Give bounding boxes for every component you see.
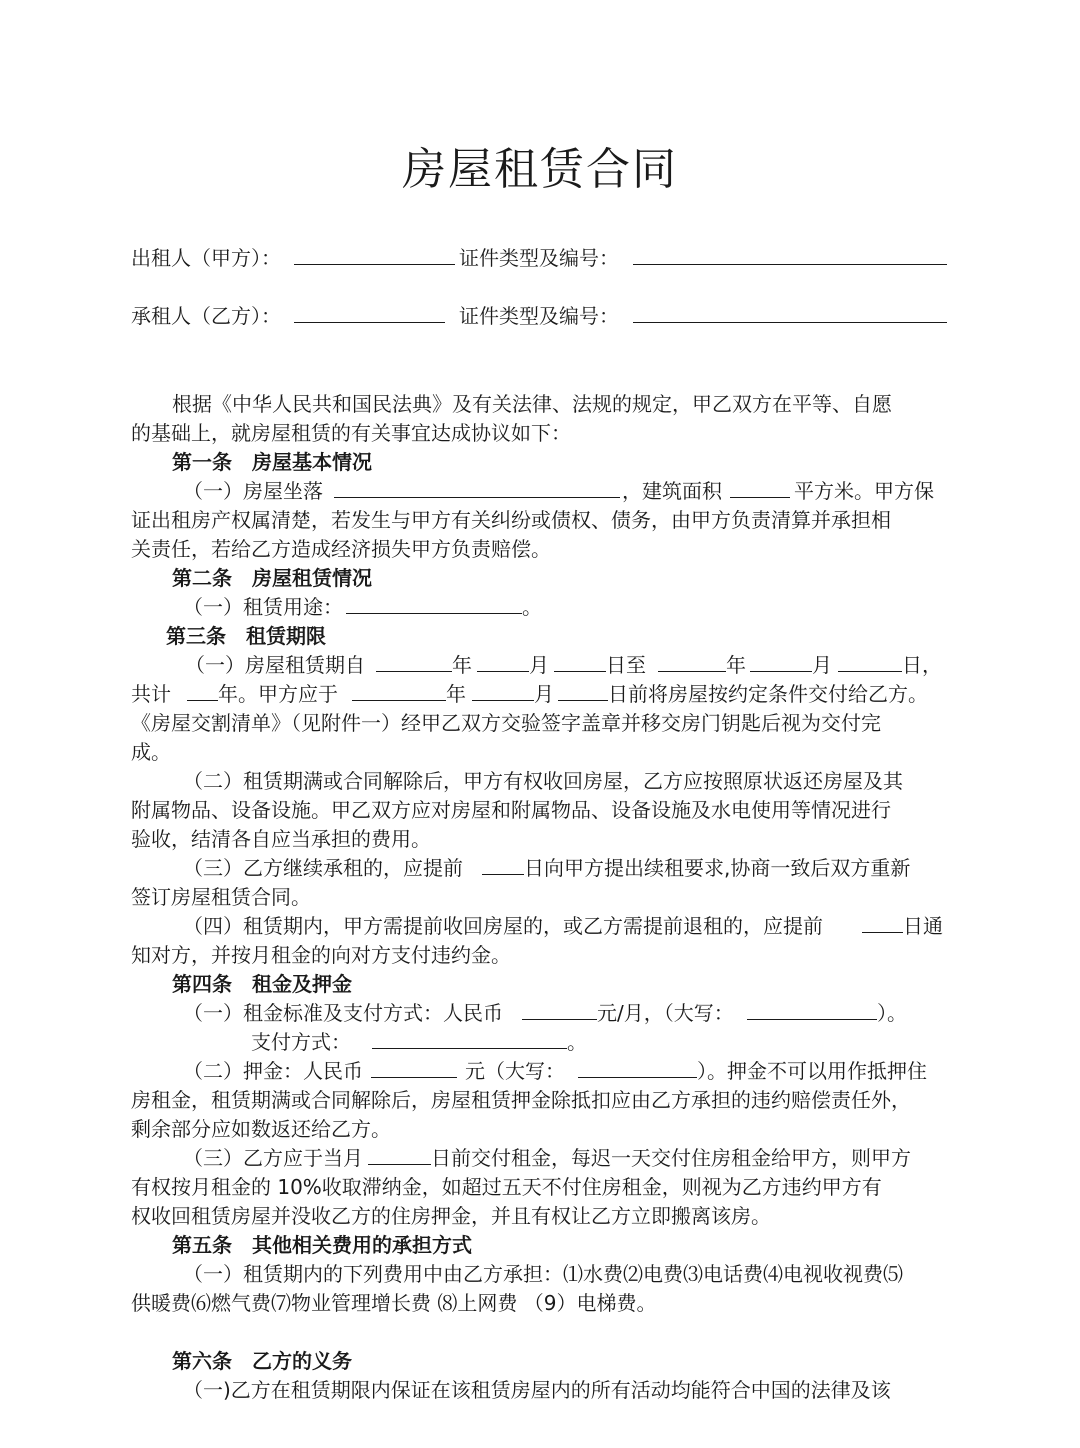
- fill-in-blank[interactable]: [578, 1056, 697, 1078]
- clause-text: 元/月，（大写：: [597, 1001, 734, 1025]
- contract-line: [0, 389, 1080, 419]
- clause-text: 支付方式：: [251, 1030, 351, 1054]
- clause-text: ）。: [877, 1001, 907, 1025]
- clause-text: 日前交付租金，每迟一天交付住房租金给甲方，则甲方: [431, 1146, 911, 1170]
- contract-line: [0, 1114, 1080, 1144]
- clause-text: 日，: [902, 653, 942, 677]
- clause-text: （三）乙方继续承租的，应提前: [183, 856, 463, 880]
- lessee-name-blank[interactable]: [294, 301, 445, 323]
- contract-line: [0, 882, 1080, 912]
- clause-text: 月: [812, 653, 832, 677]
- clause-text: 日向甲方提出续租要求,协商一致后双方重新: [524, 856, 911, 880]
- fill-in-blank[interactable]: [482, 853, 524, 875]
- section-heading: 第二条 房屋租赁情况: [172, 566, 372, 590]
- fill-in-blank[interactable]: [658, 650, 726, 672]
- clause-text: 权收回租赁房屋并没收乙方的住房押金，并且有权让乙方立即搬离该房。: [131, 1204, 771, 1228]
- clause-text: 知对方，并按月租金的向对方支付违约金。: [131, 943, 511, 967]
- clause-text: 成。: [131, 740, 171, 764]
- fill-in-blank[interactable]: [187, 679, 218, 701]
- contract-line: [0, 621, 1080, 651]
- clause-text: 的基础上，就房屋租赁的有关事宜达成协议如下：: [131, 421, 571, 445]
- clause-text: ）。押金不可以用作抵押住: [697, 1059, 927, 1083]
- contract-line: [0, 969, 1080, 999]
- clause-text: 根据《中华人民共和国民法典》及有关法律、法规的规定，甲乙双方在平等、自愿: [172, 392, 892, 416]
- clause-text: ，建筑面积: [622, 479, 722, 503]
- contract-line: [0, 766, 1080, 796]
- lessee-label: 承租人（乙方）：: [131, 304, 281, 328]
- clause-text: 。: [522, 595, 542, 619]
- clause-text: 供暖费⑹燃气费⑺物业管理增长费 ⑻上网费 （9）电梯费。: [131, 1291, 657, 1315]
- clause-text: 《房屋交割清单》（见附件一）经甲乙双方交验签字盖章并移交房门钥匙后视为交付完: [131, 711, 881, 735]
- clause-text: 月: [529, 653, 549, 677]
- contract-line: [0, 1346, 1080, 1376]
- fill-in-blank[interactable]: [522, 998, 597, 1020]
- contract-line: [0, 708, 1080, 738]
- clause-text: 日前将房屋按约定条件交付给乙方。: [608, 682, 928, 706]
- contract-line: [0, 795, 1080, 825]
- section-heading: 第五条 其他相关费用的承担方式: [172, 1233, 472, 1257]
- contract-line: [0, 1230, 1080, 1260]
- lessor-label: 出租人（甲方）：: [131, 246, 281, 270]
- clause-text: 关责任，若给乙方造成经济损失甲方负责赔偿。: [131, 537, 551, 561]
- clause-text: 验收，结清各自应当承担的费用。: [131, 827, 431, 851]
- contract-line: [0, 563, 1080, 593]
- page-title: 房屋租赁合同: [402, 144, 678, 195]
- clause-text: （二）押金：人民币: [183, 1059, 363, 1083]
- fill-in-blank[interactable]: [730, 476, 790, 498]
- clause-text: 平方米。甲方保: [794, 479, 934, 503]
- fill-in-blank[interactable]: [346, 592, 522, 614]
- clause-text: （一）租金标准及支付方式：人民币: [183, 1001, 503, 1025]
- contract-line: [0, 534, 1080, 564]
- clause-text: 年。甲方应于: [218, 682, 338, 706]
- clause-text: （三）乙方应于当月: [183, 1146, 363, 1170]
- contract-line: [0, 940, 1080, 970]
- fill-in-blank[interactable]: [558, 679, 608, 701]
- fill-in-blank[interactable]: [352, 679, 446, 701]
- contract-line: [0, 1056, 1080, 1086]
- lessee-row: [0, 301, 1080, 331]
- fill-in-blank[interactable]: [371, 1056, 457, 1078]
- clause-text: 日通: [903, 914, 943, 938]
- contract-line: [0, 911, 1080, 941]
- fill-in-blank[interactable]: [376, 650, 452, 672]
- fill-in-blank[interactable]: [368, 1143, 431, 1165]
- contract-line: [0, 1143, 1080, 1173]
- clause-text: 剩余部分应如数返还给乙方。: [131, 1117, 391, 1141]
- clause-text: 年: [726, 653, 746, 677]
- contract-line: [0, 592, 1080, 622]
- section-heading: 第三条 租赁期限: [166, 624, 326, 648]
- contract-line: [0, 998, 1080, 1028]
- lessor-id-blank[interactable]: [633, 243, 947, 265]
- fill-in-blank[interactable]: [750, 650, 812, 672]
- contract-line: [0, 418, 1080, 448]
- lessee-id-label: 证件类型及编号：: [459, 304, 619, 328]
- clause-text: （一）房屋坐落: [183, 479, 323, 503]
- clause-text: 日至: [606, 653, 646, 677]
- fill-in-blank[interactable]: [838, 650, 902, 672]
- contract-line: [0, 1027, 1080, 1057]
- contract-line: [0, 824, 1080, 854]
- clause-text: 年: [452, 653, 472, 677]
- clause-text: （二）租赁期满或合同解除后，甲方有权收回房屋，乙方应按照原状返还房屋及其: [183, 769, 903, 793]
- clause-text: 元（大写：: [465, 1059, 565, 1083]
- fill-in-blank[interactable]: [372, 1027, 567, 1049]
- fill-in-blank[interactable]: [334, 476, 620, 498]
- section-heading: 第四条 租金及押金: [172, 972, 352, 996]
- contract-line: [0, 853, 1080, 883]
- contract-line: [0, 1375, 1080, 1405]
- clause-text: （四）租赁期内，甲方需提前收回房屋的，或乙方需提前退租的，应提前: [183, 914, 823, 938]
- fill-in-blank[interactable]: [747, 998, 877, 1020]
- contract-line: [0, 650, 1080, 680]
- clause-text: （一）租赁期内的下列费用中由乙方承担：⑴水费⑵电费⑶电话费⑷电视收视费⑸: [183, 1262, 903, 1286]
- contract-line: [0, 1288, 1080, 1318]
- section-heading: 第一条 房屋基本情况: [172, 450, 372, 474]
- fill-in-blank[interactable]: [862, 911, 903, 933]
- contract-line: [0, 737, 1080, 767]
- contract-line: [0, 447, 1080, 477]
- contract-line: [0, 1201, 1080, 1231]
- clause-text: 签订房屋租赁合同。: [131, 885, 311, 909]
- section-heading: 第六条 乙方的义务: [172, 1349, 352, 1373]
- clause-text: （一)乙方在租赁期限内保证在该租赁房屋内的所有活动均能符合中国的法律及该: [183, 1378, 891, 1402]
- clause-text: 共计: [131, 682, 171, 706]
- lessor-name-blank[interactable]: [294, 243, 455, 265]
- clause-text: 。: [567, 1030, 587, 1054]
- fill-in-blank[interactable]: [477, 650, 529, 672]
- contract-line: [0, 679, 1080, 709]
- lessee-id-blank[interactable]: [633, 301, 947, 323]
- clause-text: 证出租房产权属清楚，若发生与甲方有关纠纷或债权、债务，由甲方负责清算并承担相: [131, 508, 891, 532]
- lessor-row: [0, 243, 1080, 273]
- fill-in-blank[interactable]: [472, 679, 534, 701]
- clause-text: 有权按月租金的 10%收取滞纳金，如超过五天不付住房租金，则视为乙方违约甲方有: [131, 1175, 882, 1199]
- fill-in-blank[interactable]: [554, 650, 606, 672]
- contract-line: [0, 476, 1080, 506]
- clause-text: （一）租赁用途：: [183, 595, 343, 619]
- clause-text: 房租金，租赁期满或合同解除后，房屋租赁押金除抵扣应由乙方承担的违约赔偿责任外，: [131, 1088, 911, 1112]
- clause-text: 月: [534, 682, 554, 706]
- contract-line: [0, 1172, 1080, 1202]
- clause-text: （一）房屋租赁期自: [185, 653, 365, 677]
- clause-text: 年: [446, 682, 466, 706]
- contract-line: [0, 1085, 1080, 1115]
- contract-line: [0, 505, 1080, 535]
- clause-text: 附属物品、设备设施。甲乙双方应对房屋和附属物品、设备设施及水电使用等情况进行: [131, 798, 891, 822]
- lessor-id-label: 证件类型及编号：: [459, 246, 619, 270]
- contract-line: [0, 1259, 1080, 1289]
